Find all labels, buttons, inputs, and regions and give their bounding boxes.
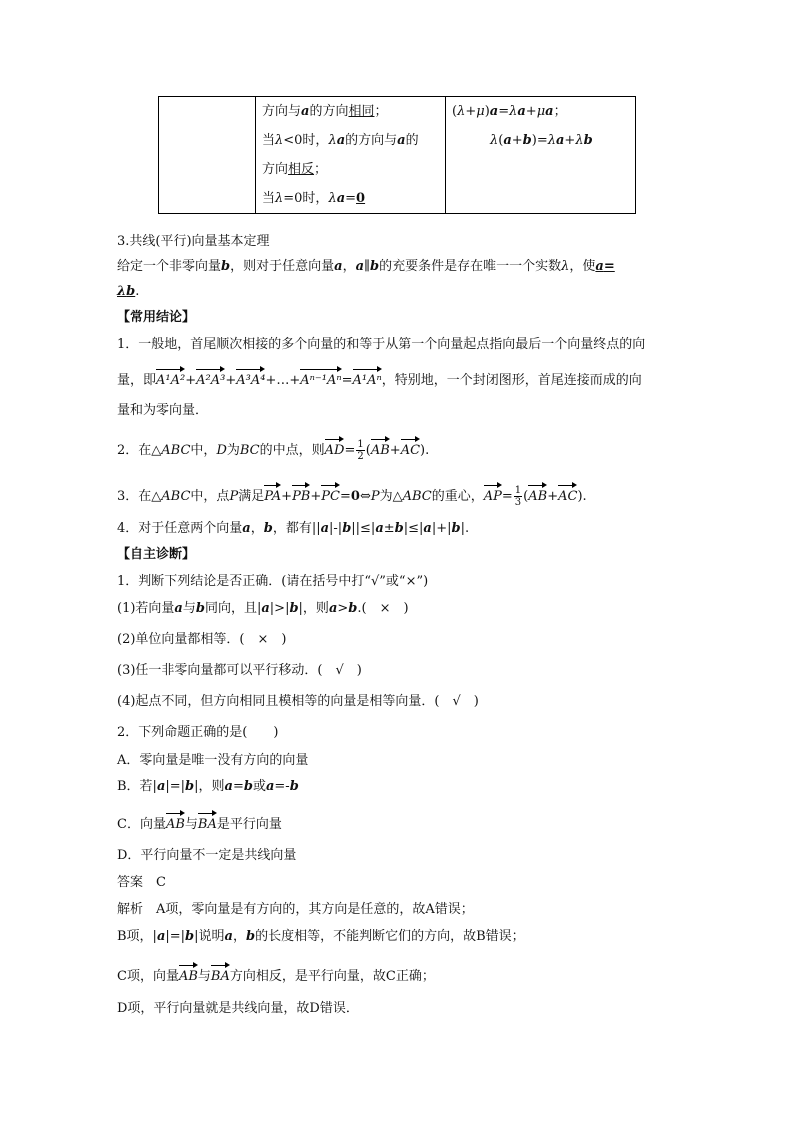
theorem-line-2: λb. bbox=[117, 284, 140, 299]
question-2-option-d: D．平行向量不一定是共线向量 bbox=[117, 848, 297, 863]
self-diagnosis-header: 【自主诊断】 bbox=[117, 547, 196, 562]
question-2-option-b: B．若|a|=|b|，则a=b或a=-b bbox=[117, 779, 299, 794]
table-row bbox=[159, 97, 636, 214]
question-1-item-3: (3)任一非零向量都可以平行移动．( √ ) bbox=[117, 663, 362, 678]
explanation-line-4: D项，平行向量就是共线向量，故D错误． bbox=[117, 1001, 359, 1016]
conclusion-4: 4．对于任意两个向量a，b，都有||a|-|b||≤|a±b|≤|a|+|b|. bbox=[117, 521, 470, 536]
answer-line: 答案 C bbox=[117, 875, 166, 890]
cell-line: (λ+μ)a=λa+μa； bbox=[452, 104, 567, 119]
question-1-item-4: (4)起点不同，但方向相同且模相等的向量是相等向量．( √ ) bbox=[117, 694, 479, 709]
table-cell-laws bbox=[446, 97, 636, 214]
cell-line: 当λ<0时，λa的方向与a的 bbox=[262, 133, 419, 148]
cell-line: 方向与a的方向相同； bbox=[262, 104, 388, 119]
section-title: 3.共线(平行)向量基本定理 bbox=[117, 234, 270, 249]
question-2: 2．下列命题正确的是( ) bbox=[117, 725, 279, 740]
explanation-line-1: 解析 A项，零向量是有方向的，其方向是任意的，故A错误； bbox=[117, 902, 474, 917]
cell-line: 当λ=0时，λa=0 bbox=[262, 191, 366, 206]
cell-line: 方向相反； bbox=[262, 162, 328, 177]
conclusion-1-line-2: 量，即A¹A²+A²A³+A³A⁴+…+Aⁿ⁻¹Aⁿ=A¹Aⁿ，特别地，一个封闭图形，首尾连接而成的向 bbox=[117, 368, 642, 391]
question-1: 1．判断下列结论是否正确．(请在括号中打“√”或“×”) bbox=[117, 574, 429, 589]
table-cell-definition bbox=[256, 97, 446, 214]
question-2-option-a: A．零向量是唯一没有方向的向量 bbox=[117, 753, 309, 768]
cell-line: λ(a+b)=λa+λb bbox=[490, 133, 593, 148]
explanation-line-3: C项，向量AB与BA方向相反，是平行向量，故C正确； bbox=[117, 964, 435, 987]
conclusion-2: 2．在△ABC中，D为BC的中点，则AD= $\frac{1}{2}$ (AB+AC). bbox=[117, 439, 430, 462]
question-2-option-c: C．向量AB与BA是平行向量 bbox=[117, 812, 282, 835]
question-1-item-1: (1)若向量a与b同向，且|a|>|b|，则a>b.( × ) bbox=[117, 601, 409, 616]
table-cell-empty bbox=[159, 97, 256, 214]
conclusion-1-line-3: 量和为零向量． bbox=[117, 403, 209, 418]
theorem-line-1: 给定一个非零向量b，则对于任意向量a，a∥b的充要条件是存在唯一一个实数λ，使a= bbox=[117, 259, 615, 274]
scalar-multiplication-table bbox=[158, 96, 636, 214]
question-1-item-2: (2)单位向量都相等．( × ) bbox=[117, 632, 287, 647]
conclusion-1-line-1: 1．一般地，首尾顺次相接的多个向量的和等于从第一个向量起点指向最后一个向量终点的向 bbox=[117, 337, 646, 352]
common-conclusions-header: 【常用结论】 bbox=[117, 310, 196, 325]
explanation-line-2: B项，|a|=|b|说明a，b的长度相等，不能判断它们的方向，故B错误； bbox=[117, 929, 525, 944]
conclusion-3: 3．在△ABC中，点P满足PA+PB+PC=0⇔P为△ABC的重心，AP= $\frac{1}{3}$ (AB+AC). bbox=[117, 485, 587, 508]
